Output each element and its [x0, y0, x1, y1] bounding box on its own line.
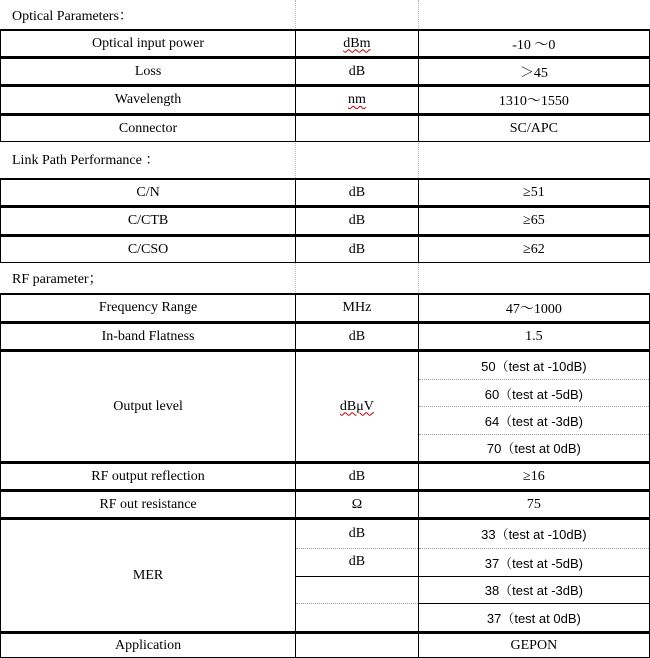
param-name: C/CSO [127, 241, 169, 257]
param-unit-group [295, 520, 418, 631]
param-value: 1310～1550 [418, 87, 649, 113]
table-row [0, 206, 650, 235]
param-unit: dB [295, 324, 418, 349]
param-unit: dB [295, 59, 418, 84]
param-unit: dBm [295, 31, 418, 56]
empty-cell [296, 576, 418, 604]
section-title: Optical Parameters： [12, 8, 133, 24]
param-unit [295, 116, 418, 141]
table-row [0, 29, 650, 57]
param-value: 50（test at -10dB) [481, 359, 587, 375]
table-row [0, 235, 650, 263]
param-value: 60（test at -5dB) [419, 379, 649, 406]
param-unit: nm [295, 87, 418, 113]
param-name: C/CTB [127, 213, 169, 228]
param-value: 37（test at -5dB) [419, 548, 649, 576]
param-name: Frequency Range [98, 300, 198, 315]
section-optical [0, 0, 650, 29]
section-title: RF parameter； [12, 272, 103, 287]
section-title: Link Path Performance ： [12, 152, 160, 168]
param-value: ≥62 [418, 237, 649, 262]
param-name: Application [114, 637, 182, 653]
table-row [0, 57, 650, 85]
param-unit: dB [295, 464, 418, 489]
param-unit: dB [348, 525, 366, 541]
param-unit [295, 634, 418, 657]
param-value: 1.5 [418, 324, 649, 349]
param-name: RF out resistance [99, 496, 197, 512]
param-name: In-band Flatness [101, 328, 195, 344]
table-row-mer [0, 518, 650, 632]
param-name: Connector [118, 120, 178, 136]
param-value: SC/APC [418, 116, 649, 141]
table-row [0, 114, 650, 142]
empty-cell [296, 603, 418, 631]
param-unit: dB [295, 237, 418, 262]
table-row-output-level [0, 350, 650, 462]
param-value-group [418, 520, 649, 631]
param-value: 47～1000 [418, 295, 649, 321]
param-value: ≥51 [418, 180, 649, 205]
param-value: 33（test at -10dB) [481, 527, 587, 543]
param-unit: Ω [295, 492, 418, 517]
table-row [0, 632, 650, 658]
param-name: RF output reflection [91, 468, 205, 484]
param-unit: MHz [295, 295, 418, 321]
section-link-path [0, 142, 650, 175]
param-value-group [418, 352, 649, 461]
table-row [0, 293, 650, 322]
param-unit: dB [296, 548, 418, 576]
table-row [0, 490, 650, 518]
param-unit: dB [295, 208, 418, 234]
param-name: Optical input power [92, 35, 205, 51]
param-value: GEPON [418, 634, 649, 657]
param-value: 75 [418, 492, 649, 517]
param-value: ＞45 [418, 59, 649, 84]
table-row [0, 462, 650, 490]
table-row [0, 178, 650, 206]
param-value: -10 ～0 [418, 31, 649, 56]
param-name: Wavelength [114, 92, 182, 107]
param-name: Output level [113, 398, 183, 414]
param-value: ≥65 [418, 208, 649, 234]
param-unit: dB [295, 180, 418, 205]
param-value: 38（test at -3dB) [419, 576, 649, 604]
table-row [0, 322, 650, 350]
param-value: 64（test at -3dB) [419, 406, 649, 433]
param-unit: dBμV [295, 352, 418, 461]
param-name: C/N [136, 184, 160, 200]
param-name: Loss [134, 63, 162, 79]
section-rf [0, 263, 650, 293]
param-value: ≥16 [418, 464, 649, 489]
param-value: 37（test at 0dB) [419, 603, 649, 631]
param-name: MER [132, 567, 164, 583]
param-value: 70（test at 0dB) [419, 434, 649, 461]
table-row [0, 85, 650, 114]
